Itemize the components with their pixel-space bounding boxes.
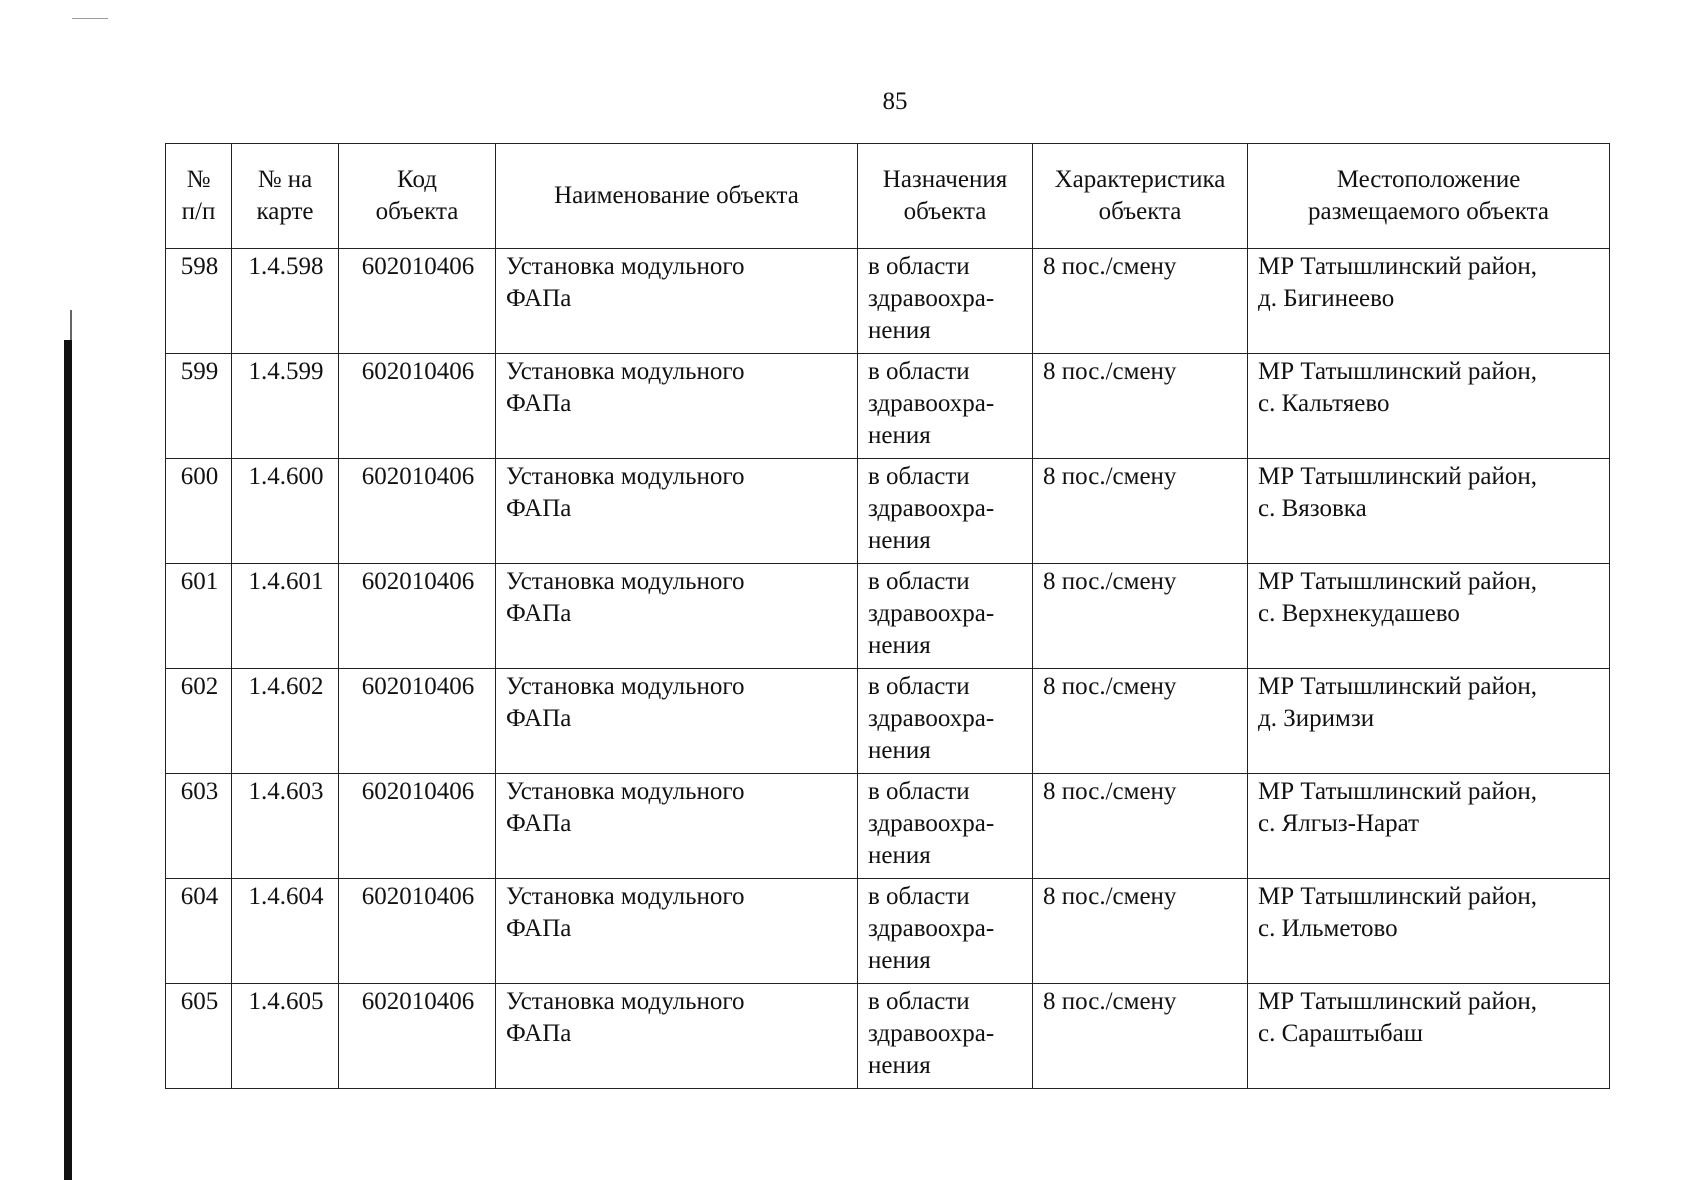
cell-map-number: 1.4.598 bbox=[232, 249, 339, 354]
cell-characteristic: 8 пос./смену bbox=[1033, 984, 1248, 1089]
header-object-name: Наименование объекта bbox=[496, 144, 858, 249]
cell-object-code: 602010406 bbox=[339, 879, 496, 984]
cell-num: 600 bbox=[166, 459, 232, 564]
cell-map-number: 1.4.602 bbox=[232, 669, 339, 774]
cell-characteristic: 8 пос./смену bbox=[1033, 669, 1248, 774]
cell-location: МР Татышлинский район, с. Вязовка bbox=[1248, 459, 1610, 564]
page-number: 85 bbox=[882, 88, 908, 115]
cell-location: МР Татышлинский район, д. Зиримзи bbox=[1248, 669, 1610, 774]
cell-map-number: 1.4.605 bbox=[232, 984, 339, 1089]
cell-num: 605 bbox=[166, 984, 232, 1089]
cell-map-number: 1.4.603 bbox=[232, 774, 339, 879]
cell-location: МР Татышлинский район, с. Ильметово bbox=[1248, 879, 1610, 984]
header-characteristic: Характеристика объекта bbox=[1033, 144, 1248, 249]
cell-map-number: 1.4.604 bbox=[232, 879, 339, 984]
table-row bbox=[166, 249, 1610, 354]
cell-characteristic: 8 пос./смену bbox=[1033, 249, 1248, 354]
cell-location: МР Татышлинский район, с. Ялгыз-Нарат bbox=[1248, 774, 1610, 879]
cell-location: МР Татышлинский район, с. Сараштыбаш bbox=[1248, 984, 1610, 1089]
table-row bbox=[166, 669, 1610, 774]
cell-map-number: 1.4.601 bbox=[232, 564, 339, 669]
cell-num: 604 bbox=[166, 879, 232, 984]
cell-characteristic: 8 пос./смену bbox=[1033, 774, 1248, 879]
cell-location: МР Татышлинский район, д. Бигинеево bbox=[1248, 249, 1610, 354]
cell-num: 602 bbox=[166, 669, 232, 774]
cell-purpose: в области здравоохра- нения bbox=[858, 459, 1033, 564]
table-row bbox=[166, 354, 1610, 459]
cell-object-name: Установка модульного ФАПа bbox=[496, 669, 858, 774]
table-row bbox=[166, 459, 1610, 564]
cell-purpose: в области здравоохра- нения bbox=[858, 564, 1033, 669]
cell-purpose: в области здравоохра- нения bbox=[858, 669, 1033, 774]
cell-object-code: 602010406 bbox=[339, 774, 496, 879]
cell-purpose: в области здравоохра- нения bbox=[858, 354, 1033, 459]
cell-characteristic: 8 пос./смену bbox=[1033, 354, 1248, 459]
cell-purpose: в области здравоохра- нения bbox=[858, 984, 1033, 1089]
cell-map-number: 1.4.599 bbox=[232, 354, 339, 459]
cell-characteristic: 8 пос./смену bbox=[1033, 879, 1248, 984]
cell-purpose: в области здравоохра- нения bbox=[858, 879, 1033, 984]
table-row bbox=[166, 879, 1610, 984]
header-num: № п/п bbox=[166, 144, 232, 249]
cell-object-name: Установка модульного ФАПа bbox=[496, 984, 858, 1089]
cell-num: 598 bbox=[166, 249, 232, 354]
header-object-code: Код объекта bbox=[339, 144, 496, 249]
cell-object-code: 602010406 bbox=[339, 459, 496, 564]
cell-num: 603 bbox=[166, 774, 232, 879]
table-row bbox=[166, 774, 1610, 879]
cell-object-name: Установка модульного ФАПа bbox=[496, 354, 858, 459]
cell-map-number: 1.4.600 bbox=[232, 459, 339, 564]
cell-object-name: Установка модульного ФАПа bbox=[496, 249, 858, 354]
cell-object-code: 602010406 bbox=[339, 564, 496, 669]
objects-table bbox=[165, 143, 1610, 1089]
table-header bbox=[166, 144, 1610, 249]
scan-artifact-top bbox=[72, 18, 108, 19]
cell-object-code: 602010406 bbox=[339, 354, 496, 459]
cell-object-code: 602010406 bbox=[339, 984, 496, 1089]
cell-location: МР Татышлинский район, с. Верхнекудашево bbox=[1248, 564, 1610, 669]
cell-purpose: в области здравоохра- нения bbox=[858, 774, 1033, 879]
cell-object-code: 602010406 bbox=[339, 669, 496, 774]
table-row bbox=[166, 564, 1610, 669]
cell-location: МР Татышлинский район, с. Кальтяево bbox=[1248, 354, 1610, 459]
cell-purpose: в области здравоохра- нения bbox=[858, 249, 1033, 354]
cell-num: 599 bbox=[166, 354, 232, 459]
cell-num: 601 bbox=[166, 564, 232, 669]
header-purpose: Назначения объекта bbox=[858, 144, 1033, 249]
table-row bbox=[166, 984, 1610, 1089]
cell-object-code: 602010406 bbox=[339, 249, 496, 354]
cell-object-name: Установка модульного ФАПа bbox=[496, 564, 858, 669]
header-row bbox=[166, 144, 1610, 249]
table-body bbox=[166, 249, 1610, 1089]
cell-characteristic: 8 пос./смену bbox=[1033, 564, 1248, 669]
header-map-number: № на карте bbox=[232, 144, 339, 249]
cell-characteristic: 8 пос./смену bbox=[1033, 459, 1248, 564]
cell-object-name: Установка модульного ФАПа bbox=[496, 774, 858, 879]
cell-object-name: Установка модульного ФАПа bbox=[496, 879, 858, 984]
cell-object-name: Установка модульного ФАПа bbox=[496, 459, 858, 564]
scan-artifact-binding-bar bbox=[64, 340, 72, 1180]
header-location: Местоположение размещаемого объекта bbox=[1248, 144, 1610, 249]
